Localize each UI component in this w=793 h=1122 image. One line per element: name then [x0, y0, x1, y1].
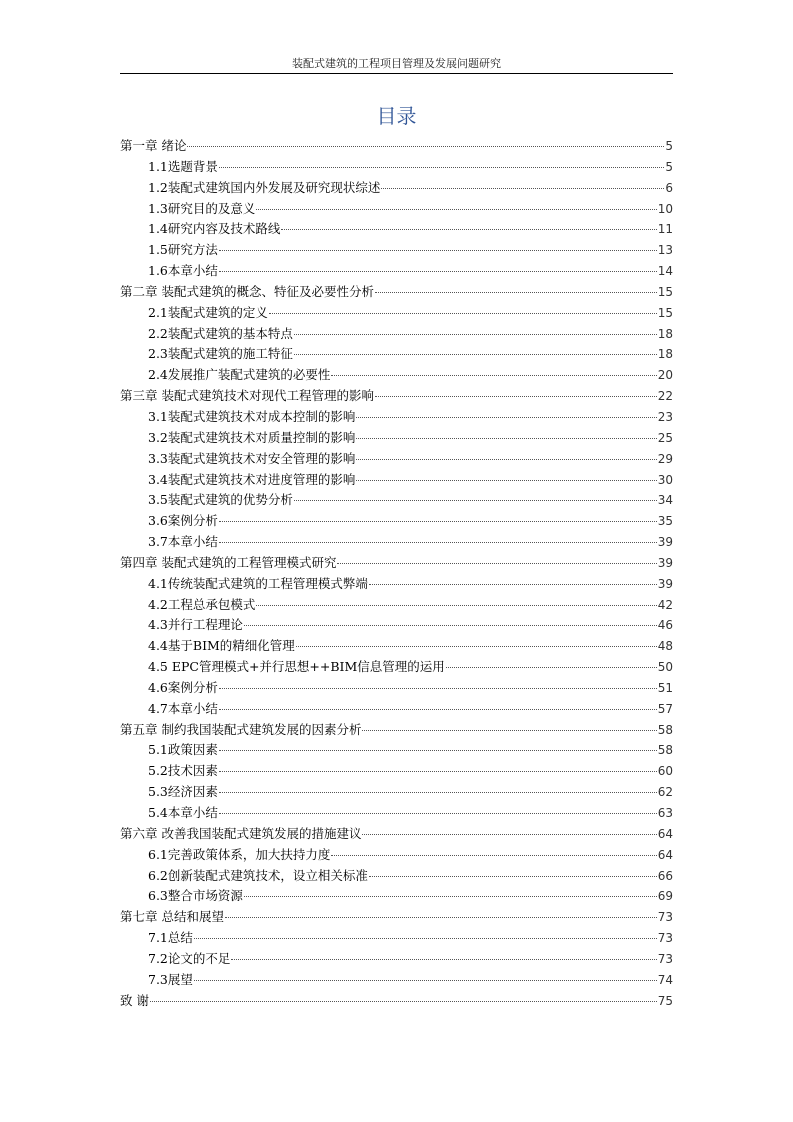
- toc-entry-label: 第四章 装配式建筑的工程管理模式研究: [120, 554, 337, 570]
- toc-entry-page-number: 15: [657, 284, 673, 299]
- toc-entry-page-number: 13: [657, 243, 673, 258]
- toc-chapter-entry[interactable]: [120, 907, 673, 928]
- toc-entry-page-number: 30: [657, 472, 673, 487]
- toc-section-entry[interactable]: [120, 261, 673, 282]
- toc-entry-page-number: 51: [657, 680, 673, 695]
- dot-leader: [446, 667, 657, 668]
- toc-entry-page-number: 39: [657, 576, 673, 591]
- toc-entry-label: 2.1装配式建筑的定义: [148, 304, 268, 320]
- toc-entry-label: 1.4研究内容及技术路线: [148, 221, 281, 237]
- dot-leader: [331, 855, 656, 856]
- toc-entry-page-number: 50: [657, 660, 673, 675]
- toc-entry-label: 第七章 总结和展望: [120, 909, 224, 925]
- dot-leader: [381, 188, 664, 189]
- toc-entry-label: 第五章 制约我国装配式建筑发展的因素分析: [120, 721, 362, 737]
- toc-section-entry[interactable]: [120, 511, 673, 532]
- toc-entry-label: 第三章 装配式建筑技术对现代工程管理的影响: [120, 388, 374, 404]
- toc-chapter-entry[interactable]: [120, 136, 673, 157]
- toc-section-entry[interactable]: [120, 657, 673, 678]
- toc-entry-page-number: 11: [657, 222, 673, 237]
- dot-leader: [219, 167, 664, 168]
- dot-leader: [331, 375, 656, 376]
- toc-entry-page-number: 18: [657, 347, 673, 362]
- dot-leader: [362, 834, 656, 835]
- toc-section-entry[interactable]: [120, 470, 673, 491]
- toc-entry-page-number: 66: [657, 868, 673, 883]
- toc-section-entry[interactable]: [120, 449, 673, 470]
- toc-section-entry[interactable]: [120, 615, 673, 636]
- dot-leader: [356, 438, 656, 439]
- dot-leader: [219, 750, 657, 751]
- toc-section-entry[interactable]: [120, 199, 673, 220]
- toc-section-entry[interactable]: [120, 303, 673, 324]
- toc-entry-label: 5.4本章小结: [148, 805, 218, 820]
- running-header: 装配式建筑的工程项目管理及发展问题研究: [292, 57, 501, 70]
- dot-leader: [219, 792, 657, 793]
- toc-entry-label: 4.6案例分析: [148, 679, 218, 695]
- table-of-contents: [120, 136, 673, 1011]
- dot-leader: [150, 1001, 657, 1002]
- toc-entry-page-number: 39: [657, 535, 673, 550]
- toc-entry-page-number: 63: [657, 806, 673, 820]
- dot-leader: [375, 396, 657, 397]
- toc-entry-label: 3.6案例分析: [148, 513, 218, 529]
- toc-entry-page-number: 35: [657, 514, 673, 529]
- toc-entry-page-number: 10: [657, 201, 673, 216]
- toc-section-entry[interactable]: [120, 324, 673, 345]
- toc-entry-label: 1.6本章小结: [148, 263, 218, 279]
- toc-entry-label: 2.4发展推广装配式建筑的必要性: [148, 367, 331, 383]
- dot-leader: [375, 292, 657, 293]
- dot-leader: [225, 917, 657, 918]
- toc-entry-page-number: 58: [657, 722, 673, 737]
- toc-entry-label: 2.2装配式建筑的基本特点: [148, 325, 293, 341]
- toc-chapter-entry[interactable]: [120, 720, 673, 741]
- toc-entry-label: 4.2工程总承包模式: [148, 596, 256, 612]
- toc-section-entry[interactable]: [120, 532, 673, 553]
- toc-section-entry[interactable]: [120, 678, 673, 699]
- toc-chapter-entry[interactable]: [120, 991, 673, 1012]
- toc-entry-label: 第二章 装配式建筑的概念、特征及必要性分析: [120, 283, 374, 299]
- toc-entry-page-number: 62: [657, 785, 673, 800]
- toc-section-entry[interactable]: [120, 574, 673, 595]
- toc-section-entry[interactable]: [120, 240, 673, 261]
- dot-leader: [294, 500, 657, 501]
- toc-entry-page-number: 64: [657, 847, 673, 862]
- toc-entry-page-number: 57: [657, 701, 673, 716]
- toc-section-entry[interactable]: [120, 970, 673, 991]
- toc-chapter-entry[interactable]: [120, 386, 673, 407]
- toc-entry-label: 1.1选题背景: [148, 158, 218, 174]
- dot-leader: [294, 354, 657, 355]
- toc-entry-page-number: 73: [657, 910, 673, 925]
- toc-entry-label: 致 谢: [120, 992, 149, 1008]
- toc-entry-label: 3.3装配式建筑技术对安全管理的影响: [148, 450, 356, 466]
- toc-entry-label: 6.2创新装配式建筑技术，设立相关标准: [148, 867, 368, 883]
- toc-entry-page-number: 64: [657, 826, 673, 841]
- toc-chapter-entry[interactable]: [120, 553, 673, 574]
- header-rule: [120, 73, 673, 74]
- toc-entry-label: 5.1政策因素: [148, 742, 218, 758]
- toc-entry-label: 第六章 改善我国装配式建筑发展的措施建议: [120, 825, 362, 841]
- toc-entry-label: 3.2装配式建筑技术对质量控制的影响: [148, 429, 356, 445]
- toc-section-entry[interactable]: [120, 845, 673, 866]
- toc-section-entry[interactable]: [120, 178, 673, 199]
- toc-entry-label: 第一章 绪论: [120, 138, 187, 153]
- toc-section-entry[interactable]: [120, 595, 673, 616]
- toc-section-entry[interactable]: [120, 886, 673, 907]
- toc-entry-page-number: 60: [657, 764, 673, 779]
- toc-entry-page-number: 42: [657, 597, 673, 612]
- toc-entry-label: 7.3展望: [148, 971, 193, 987]
- dot-leader: [219, 813, 657, 814]
- toc-section-entry[interactable]: [120, 761, 673, 782]
- toc-entry-label: 1.2装配式建筑国内外发展及研究现状综述: [148, 179, 381, 195]
- toc-entry-page-number: 34: [657, 493, 673, 508]
- dot-leader: [369, 584, 657, 585]
- toc-entry-label: 3.5装配式建筑的优势分析: [148, 492, 293, 508]
- dot-leader: [362, 730, 656, 731]
- dot-leader: [187, 146, 664, 147]
- dot-leader: [256, 209, 656, 210]
- dot-leader: [219, 771, 657, 772]
- dot-leader: [219, 250, 657, 251]
- dot-leader: [337, 563, 656, 564]
- dot-leader: [356, 459, 656, 460]
- toc-section-entry[interactable]: [120, 949, 673, 970]
- toc-section-entry[interactable]: [120, 928, 673, 949]
- toc-section-entry[interactable]: [120, 866, 673, 887]
- toc-entry-page-number: 29: [657, 451, 673, 466]
- toc-entry-label: 6.1完善政策体系，加大扶持力度: [148, 846, 331, 862]
- dot-leader: [294, 334, 657, 335]
- toc-entry-page-number: 5: [665, 139, 673, 153]
- toc-entry-label: 5.2技术因素: [148, 763, 218, 779]
- toc-entry-label: 4.7本章小结: [148, 700, 218, 716]
- toc-entry-label: 7.2论文的不足: [148, 950, 231, 966]
- toc-entry-page-number: 69: [657, 889, 673, 904]
- dot-leader: [219, 271, 657, 272]
- toc-section-entry[interactable]: [120, 699, 673, 720]
- dot-leader: [219, 709, 657, 710]
- dot-leader: [219, 688, 657, 689]
- toc-entry-label: 6.3整合市场资源: [148, 888, 243, 904]
- toc-entry-page-number: 5: [665, 159, 673, 174]
- dot-leader: [281, 229, 656, 230]
- dot-leader: [356, 417, 656, 418]
- toc-entry-label: 5.3经济因素: [148, 784, 218, 800]
- toc-section-entry[interactable]: [120, 428, 673, 449]
- dot-leader: [269, 313, 657, 314]
- toc-entry-page-number: 74: [657, 972, 673, 987]
- toc-entry-label: 3.4装配式建筑技术对进度管理的影响: [148, 471, 356, 487]
- toc-entry-label: 4.3并行工程理论: [148, 617, 243, 633]
- toc-entry-label: 1.3研究目的及意义: [148, 200, 256, 216]
- toc-entry-page-number: 22: [657, 389, 673, 404]
- toc-entry-page-number: 20: [657, 368, 673, 383]
- toc-entry-page-number: 14: [657, 264, 673, 279]
- toc-entry-page-number: 23: [657, 409, 673, 424]
- toc-chapter-entry[interactable]: [120, 282, 673, 303]
- toc-section-entry[interactable]: [120, 407, 673, 428]
- dot-leader: [296, 646, 657, 647]
- dot-leader: [219, 542, 657, 543]
- dot-leader: [256, 605, 656, 606]
- toc-section-entry[interactable]: [120, 490, 673, 511]
- toc-entry-page-number: 75: [657, 993, 673, 1008]
- toc-entry-page-number: 6: [665, 180, 673, 195]
- toc-entry-label: 4.1传统装配式建筑的工程管理模式弊端: [148, 575, 368, 591]
- toc-entry-page-number: 48: [657, 639, 673, 654]
- toc-entry-page-number: 15: [657, 305, 673, 320]
- toc-entry-page-number: 18: [657, 326, 673, 341]
- toc-section-entry[interactable]: [120, 636, 673, 657]
- dot-leader: [194, 938, 657, 939]
- toc-entry-label: 3.7本章小结: [148, 534, 218, 550]
- toc-entry-page-number: 39: [657, 555, 673, 570]
- toc-entry-page-number: 46: [657, 618, 673, 633]
- dot-leader: [219, 521, 657, 522]
- toc-entry-label: 4.5 EPC管理模式+并行思想++BIM信息管理的运用: [148, 659, 445, 675]
- dot-leader: [231, 959, 656, 960]
- dot-leader: [369, 876, 657, 877]
- toc-entry-label: 1.5研究方法: [148, 242, 218, 258]
- toc-entry-page-number: 73: [657, 951, 673, 966]
- dot-leader: [194, 980, 657, 981]
- toc-section-entry[interactable]: [120, 782, 673, 803]
- toc-section-entry[interactable]: [120, 803, 673, 824]
- toc-entry-page-number: 73: [657, 931, 673, 946]
- toc-section-entry[interactable]: [120, 740, 673, 761]
- toc-title: 目录: [376, 104, 417, 128]
- toc-entry-label: 2.3装配式建筑的施工特征: [148, 346, 293, 362]
- dot-leader: [244, 625, 657, 626]
- toc-section-entry[interactable]: [120, 344, 673, 365]
- toc-chapter-entry[interactable]: [120, 824, 673, 845]
- toc-entry-label: 3.1装配式建筑技术对成本控制的影响: [148, 408, 356, 424]
- toc-section-entry[interactable]: [120, 219, 673, 240]
- dot-leader: [356, 480, 656, 481]
- dot-leader: [244, 896, 657, 897]
- toc-entry-label: 7.1总结: [148, 930, 193, 946]
- toc-section-entry[interactable]: [120, 157, 673, 178]
- toc-entry-page-number: 58: [657, 743, 673, 758]
- toc-entry-label: 4.4基于BIM的精细化管理: [148, 638, 295, 654]
- toc-section-entry[interactable]: [120, 365, 673, 386]
- toc-entry-page-number: 25: [657, 430, 673, 445]
